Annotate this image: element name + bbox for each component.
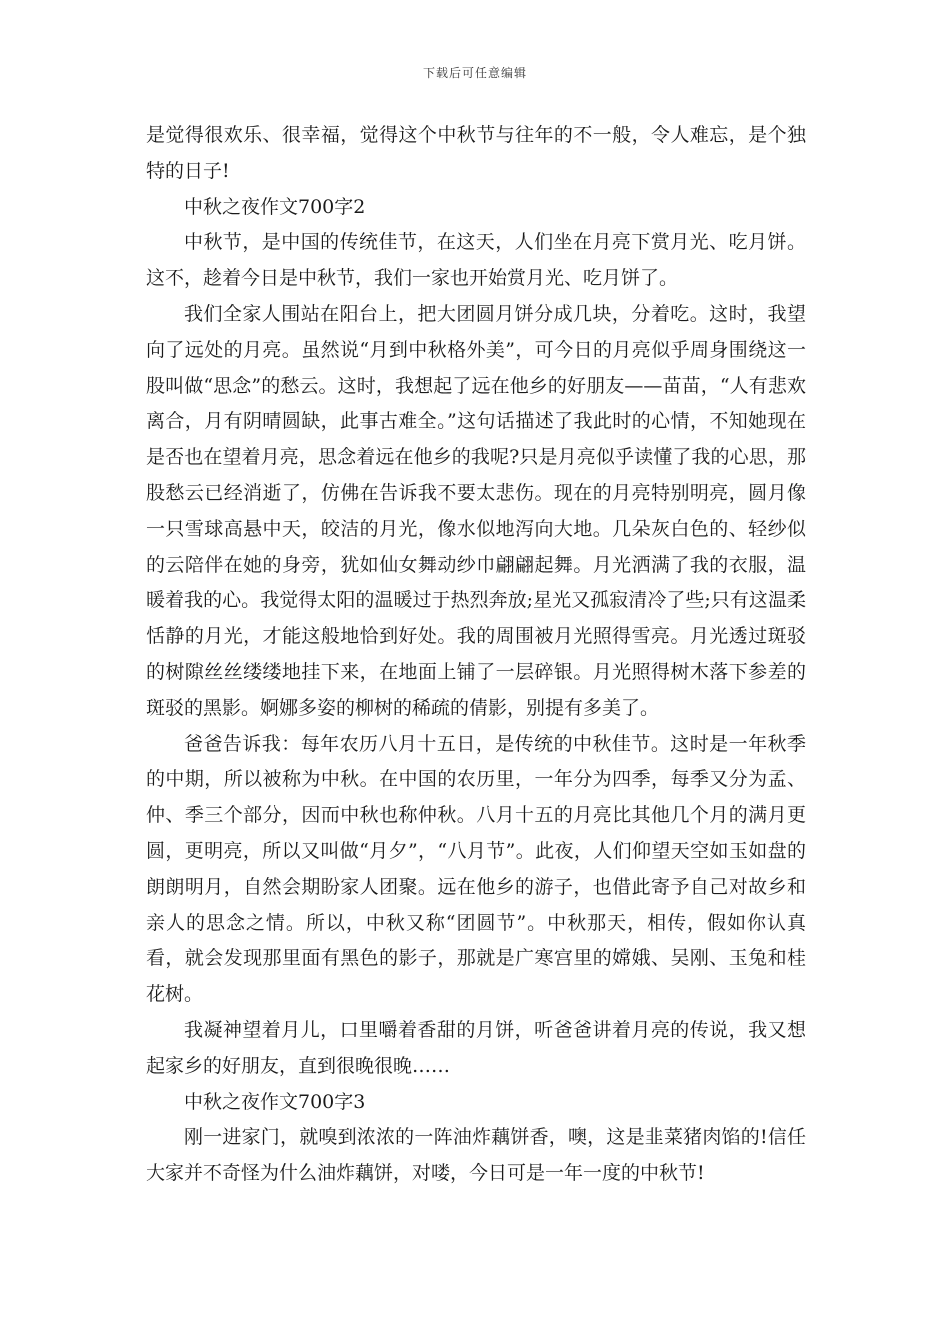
paragraph: 我凝神望着月儿，口里嚼着香甜的月饼，听爸爸讲着月亮的传说，我又想起家乡的好朋友，直到很晚很晚…… <box>146 1018 806 1077</box>
essay-heading-2: 中秋之夜作文700字2 <box>184 195 366 218</box>
paragraph: 我们全家人围站在阳台上，把大团圆月饼分成几块，分着吃。这时，我望向了远处的月亮。虽然说“月到中秋格外美”，可今日的月亮似乎周身围绕这一股叫做“思念”的愁云。这时，我想起了远在他乡的好朋友——苗苗，“人有悲欢离合，月有阴晴圆缺，此事古难全。”这句话描述了我此时的心情，不知她现在是否也在望着月亮，思念着远在他乡的我呢?只是月亮似乎读懂了我的心思，那股愁云已经消逝了，仿佛在告诉我不要太悲伤。现在的月亮特别明亮，圆月像一只雪球高悬中天，皎洁的月光，像水似地泻向大地。几朵灰白色的、轻纱似的云陪伴在她的身旁，犹如仙女舞动纱巾翩翩起舞。月光洒满了我的衣服，温暖着我的心。我觉得太阳的温暖过于热烈奔放;星光又孤寂清冷了些;只有这温柔恬静的月光，才能这般地恰到好处。我的周围被月光照得雪亮。月光透过斑驳的树隙丝丝缕缕地挂下来，在地面上铺了一层碎银。月光照得树木落下参差的斑驳的黑影。婀娜多姿的柳树的稀疏的倩影，别提有多美了。 <box>146 302 806 719</box>
paragraph-continuation: 是觉得很欢乐、很幸福，觉得这个中秋节与往年的不一般，令人难忘，是个独特的日子! <box>146 124 806 182</box>
paragraph: 中秋节，是中国的传统佳节，在这天，人们坐在月亮下赏月光、吃月饼。这不，趁着今日是中秋节，我们一家也开始赏月光、吃月饼了。 <box>146 231 806 290</box>
page-header-note: 下载后可任意编辑 <box>422 66 527 80</box>
paragraph: 刚一进家门，就嗅到浓浓的一阵油炸藕饼香，噢，这是韭菜猪肉馅的!信任大家并不奇怪为什么油炸藕饼，对喽，今日可是一年一度的中秋节! <box>146 1126 806 1185</box>
essay-heading-3: 中秋之夜作文700字3 <box>184 1090 366 1113</box>
paragraph: 爸爸告诉我：每年农历八月十五日，是传统的中秋佳节。这时是一年秋季的中期，所以被称为中秋。在中国的农历里，一年分为四季，每季又分为孟、仲、季三个部分，因而中秋也称仲秋。八月十五的月亮比其他几个月的满月更圆，更明亮，所以又叫做“月夕”，“八月节”。此夜，人们仰望天空如玉如盘的朗朗明月，自然会期盼家人团聚。远在他乡的游子，也借此寄予自己对故乡和亲人的思念之情。所以，中秋又称“团圆节”。中秋那天，相传，假如你认真看，就会发现那里面有黑色的影子，那就是广寒宫里的嫦娥、吴刚、玉兔和桂花树。 <box>146 732 806 1006</box>
document-body <box>146 118 806 1192</box>
